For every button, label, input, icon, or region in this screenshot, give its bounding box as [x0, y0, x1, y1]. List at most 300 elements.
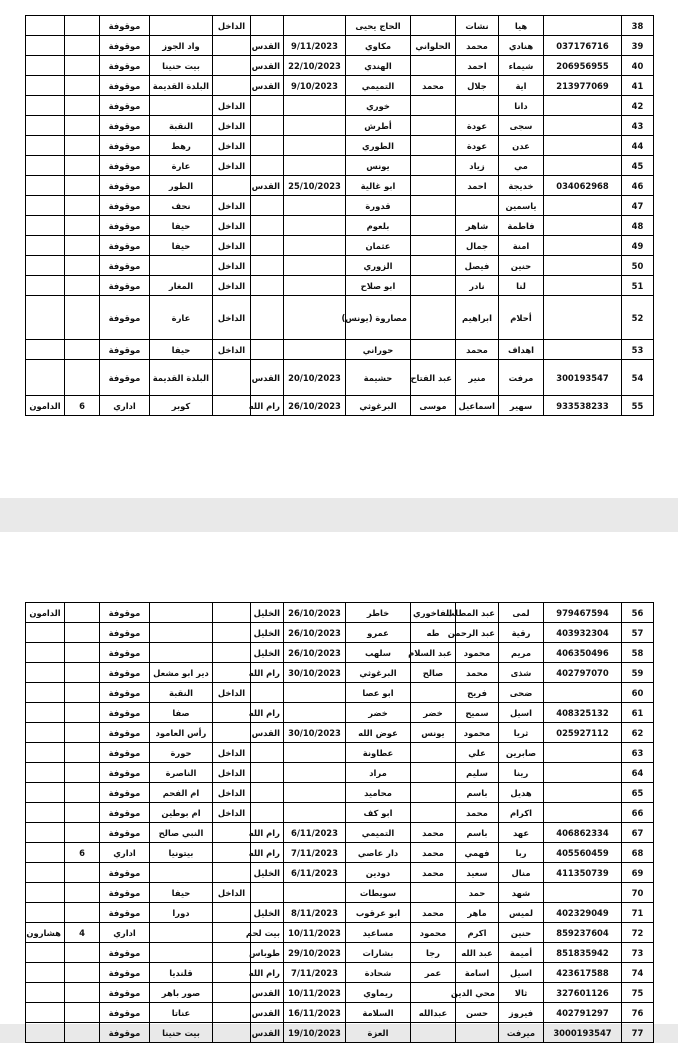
cell-place — [26, 96, 65, 116]
cell-date: 25/10/2023 — [284, 176, 346, 196]
cell-city — [251, 136, 284, 156]
cell-num: 72 — [622, 923, 654, 943]
cell-place — [26, 276, 65, 296]
cell-town: نحف — [150, 196, 213, 216]
cell-town — [150, 923, 213, 943]
cell-num: 42 — [622, 96, 654, 116]
cell-n — [65, 76, 100, 96]
cell-date: 26/10/2023 — [284, 603, 346, 623]
cell-city — [251, 803, 284, 823]
cell-n — [65, 963, 100, 983]
table-row — [26, 296, 654, 340]
cell-n — [65, 1003, 100, 1023]
cell-n — [65, 196, 100, 216]
cell-num: 67 — [622, 823, 654, 843]
cell-place — [26, 803, 65, 823]
cell-town — [150, 16, 213, 36]
cell-family: حوراني — [346, 340, 411, 360]
cell-town — [150, 863, 213, 883]
cell-place — [26, 296, 65, 340]
cell-date: 10/11/2023 — [284, 923, 346, 943]
cell-first: أحلام — [499, 296, 544, 340]
cell-father — [456, 196, 499, 216]
cell-n — [65, 723, 100, 743]
cell-first: سهير — [499, 396, 544, 416]
cell-id: 402797070 — [544, 663, 622, 683]
cell-grand: محمد — [411, 863, 456, 883]
cell-family: ابو غالية — [346, 176, 411, 196]
cell-grand — [411, 116, 456, 136]
cell-status: موقوفة — [100, 663, 150, 683]
cell-region — [213, 360, 251, 396]
table-row — [26, 883, 654, 903]
cell-region: الداخل — [213, 16, 251, 36]
cell-id — [544, 883, 622, 903]
cell-id — [544, 216, 622, 236]
cell-region — [213, 663, 251, 683]
cell-family: العزة — [346, 1023, 411, 1043]
cell-n: 6 — [65, 843, 100, 863]
table-row — [26, 663, 654, 683]
cell-date — [284, 236, 346, 256]
cell-town: صفا — [150, 703, 213, 723]
cell-status: اداري — [100, 396, 150, 416]
cell-num: 41 — [622, 76, 654, 96]
cell-city: القدس — [251, 983, 284, 1003]
cell-town: حيفا — [150, 236, 213, 256]
cell-father: اسماعيل — [456, 396, 499, 416]
cell-place — [26, 176, 65, 196]
cell-n — [65, 56, 100, 76]
cell-id — [544, 743, 622, 763]
table-row — [26, 723, 654, 743]
cell-place — [26, 216, 65, 236]
cell-grand — [411, 763, 456, 783]
cell-region: الداخل — [213, 276, 251, 296]
cell-n: 4 — [65, 923, 100, 943]
cell-grand: طه — [411, 623, 456, 643]
cell-num: 69 — [622, 863, 654, 883]
cell-status: موقوفة — [100, 903, 150, 923]
cell-id — [544, 16, 622, 36]
cell-place — [26, 983, 65, 1003]
cell-father: اسامة — [456, 963, 499, 983]
cell-num: 54 — [622, 360, 654, 396]
cell-status: موقوفة — [100, 943, 150, 963]
cell-city — [251, 116, 284, 136]
cell-first: اكرام — [499, 803, 544, 823]
cell-city — [251, 883, 284, 903]
cell-place — [26, 903, 65, 923]
table-row — [26, 360, 654, 396]
cell-n — [65, 156, 100, 176]
cell-first: رقية — [499, 623, 544, 643]
cell-grand: عبد السلام — [411, 643, 456, 663]
cell-region: الداخل — [213, 743, 251, 763]
table-row — [26, 603, 654, 623]
cell-first: حنين — [499, 256, 544, 276]
cell-num: 75 — [622, 983, 654, 1003]
cell-town — [150, 256, 213, 276]
cell-place: الدامون — [26, 603, 65, 623]
table-row — [26, 943, 654, 963]
table-row — [26, 340, 654, 360]
cell-city: القدس — [251, 1023, 284, 1043]
cell-city: الخليل — [251, 903, 284, 923]
cell-num: 62 — [622, 723, 654, 743]
cell-num: 39 — [622, 36, 654, 56]
cell-status: موقوفة — [100, 36, 150, 56]
cell-id — [544, 683, 622, 703]
cell-first: فاطمة — [499, 216, 544, 236]
cell-first: شهد — [499, 883, 544, 903]
cell-family: الزوري — [346, 256, 411, 276]
detainees-table-2 — [25, 602, 654, 1043]
cell-num: 48 — [622, 216, 654, 236]
cell-place — [26, 843, 65, 863]
cell-region — [213, 863, 251, 883]
cell-grand — [411, 1023, 456, 1043]
cell-grand: صالح — [411, 663, 456, 683]
cell-n — [65, 1023, 100, 1043]
cell-town: عارة — [150, 296, 213, 340]
cell-n: 6 — [65, 396, 100, 416]
table-row — [26, 863, 654, 883]
cell-town: النقبة — [150, 116, 213, 136]
detainees-table-1 — [25, 15, 654, 416]
cell-id: 327601126 — [544, 983, 622, 1003]
cell-status: موقوفة — [100, 1023, 150, 1043]
cell-father: محمد — [456, 663, 499, 683]
cell-num: 59 — [622, 663, 654, 683]
cell-date — [284, 96, 346, 116]
table-row — [26, 136, 654, 156]
cell-status: موقوفة — [100, 360, 150, 396]
cell-town: رهط — [150, 136, 213, 156]
cell-region — [213, 903, 251, 923]
cell-n — [65, 360, 100, 396]
cell-first: فيروز — [499, 1003, 544, 1023]
cell-city — [251, 296, 284, 340]
cell-town: ام الفحم — [150, 783, 213, 803]
cell-status: موقوفة — [100, 296, 150, 340]
cell-num: 43 — [622, 116, 654, 136]
cell-place — [26, 56, 65, 76]
cell-place — [26, 683, 65, 703]
cell-father: نشات — [456, 16, 499, 36]
cell-place — [26, 883, 65, 903]
cell-n — [65, 983, 100, 1003]
cell-num: 70 — [622, 883, 654, 903]
cell-n — [65, 623, 100, 643]
cell-n — [65, 863, 100, 883]
cell-id: 406350496 — [544, 643, 622, 663]
cell-date — [284, 883, 346, 903]
cell-status: موقوفة — [100, 196, 150, 216]
cell-id — [544, 803, 622, 823]
cell-family: ابو كف — [346, 803, 411, 823]
cell-num: 55 — [622, 396, 654, 416]
cell-status: موقوفة — [100, 863, 150, 883]
cell-id — [544, 156, 622, 176]
cell-family: بلعوم — [346, 216, 411, 236]
cell-father: فهمي — [456, 843, 499, 863]
cell-first: اية — [499, 76, 544, 96]
table-row — [26, 396, 654, 416]
cell-num: 47 — [622, 196, 654, 216]
cell-n — [65, 763, 100, 783]
cell-n — [65, 116, 100, 136]
cell-status: موقوفة — [100, 16, 150, 36]
cell-first: مي — [499, 156, 544, 176]
cell-grand — [411, 156, 456, 176]
cell-date: 6/11/2023 — [284, 823, 346, 843]
cell-region: الداخل — [213, 96, 251, 116]
cell-first: اهداف — [499, 340, 544, 360]
cell-date: 7/11/2023 — [284, 963, 346, 983]
cell-id — [544, 340, 622, 360]
cell-first: هديل — [499, 783, 544, 803]
cell-family: سلهب — [346, 643, 411, 663]
cell-n — [65, 683, 100, 703]
cell-region: الداخل — [213, 216, 251, 236]
cell-n — [65, 176, 100, 196]
cell-place — [26, 963, 65, 983]
cell-first: صابرين — [499, 743, 544, 763]
cell-num: 61 — [622, 703, 654, 723]
cell-town — [150, 603, 213, 623]
cell-city: بيت لحم — [251, 923, 284, 943]
cell-city: القدس — [251, 76, 284, 96]
cell-place — [26, 743, 65, 763]
cell-father: زياد — [456, 156, 499, 176]
cell-region: الداخل — [213, 296, 251, 340]
cell-status: موقوفة — [100, 823, 150, 843]
cell-grand: موسى — [411, 396, 456, 416]
cell-status: موقوفة — [100, 883, 150, 903]
cell-grand: محمد — [411, 823, 456, 843]
cell-family: مصاروة (يونس) — [346, 296, 411, 340]
cell-region — [213, 603, 251, 623]
cell-father — [456, 1023, 499, 1043]
cell-date: 9/10/2023 — [284, 76, 346, 96]
cell-first: أميمة — [499, 943, 544, 963]
cell-town — [150, 96, 213, 116]
cell-city: طوباس — [251, 943, 284, 963]
cell-father — [456, 96, 499, 116]
cell-date — [284, 763, 346, 783]
cell-n — [65, 603, 100, 623]
cell-place — [26, 863, 65, 883]
table-row — [26, 823, 654, 843]
cell-region — [213, 943, 251, 963]
cell-place — [26, 136, 65, 156]
cell-city: الخليل — [251, 623, 284, 643]
page-2 — [0, 532, 678, 1038]
cell-place — [26, 256, 65, 276]
cell-town: الطور — [150, 176, 213, 196]
cell-region — [213, 1003, 251, 1023]
cell-status: موقوفة — [100, 683, 150, 703]
cell-city — [251, 196, 284, 216]
cell-grand: خضر — [411, 703, 456, 723]
cell-family: أطرش — [346, 116, 411, 136]
cell-id: 213977069 — [544, 76, 622, 96]
cell-status: اداري — [100, 923, 150, 943]
table-row — [26, 763, 654, 783]
cell-place — [26, 623, 65, 643]
cell-status: موقوفة — [100, 96, 150, 116]
cell-status: موقوفة — [100, 236, 150, 256]
cell-family: البرغوثي — [346, 396, 411, 416]
cell-id — [544, 236, 622, 256]
cell-town: رأس العامود — [150, 723, 213, 743]
cell-town: المغار — [150, 276, 213, 296]
cell-id — [544, 116, 622, 136]
cell-date: 7/11/2023 — [284, 843, 346, 863]
cell-town — [150, 623, 213, 643]
cell-place — [26, 723, 65, 743]
cell-date: 20/10/2023 — [284, 360, 346, 396]
cell-father: باسم — [456, 783, 499, 803]
cell-status: موقوفة — [100, 723, 150, 743]
cell-id — [544, 196, 622, 216]
cell-n — [65, 823, 100, 843]
cell-id — [544, 783, 622, 803]
cell-region — [213, 623, 251, 643]
cell-grand: عمر — [411, 963, 456, 983]
cell-father: فريح — [456, 683, 499, 703]
table-row — [26, 903, 654, 923]
cell-grand: رجا — [411, 943, 456, 963]
cell-city: الخليل — [251, 863, 284, 883]
cell-date — [284, 296, 346, 340]
cell-city: رام الله — [251, 396, 284, 416]
cell-family: عمرو — [346, 623, 411, 643]
cell-status: موقوفة — [100, 256, 150, 276]
cell-first: ياسمين — [499, 196, 544, 216]
table-row — [26, 963, 654, 983]
cell-date: 29/10/2023 — [284, 943, 346, 963]
cell-num: 57 — [622, 623, 654, 643]
cell-family: بشارات — [346, 943, 411, 963]
cell-city — [251, 96, 284, 116]
cell-first: ثالا — [499, 983, 544, 1003]
cell-grand: محمد — [411, 843, 456, 863]
cell-status: موقوفة — [100, 643, 150, 663]
cell-id: 423617588 — [544, 963, 622, 983]
cell-place — [26, 36, 65, 56]
cell-family: سويطات — [346, 883, 411, 903]
cell-city — [251, 16, 284, 36]
cell-family: دودين — [346, 863, 411, 883]
cell-grand — [411, 196, 456, 216]
cell-status: اداري — [100, 843, 150, 863]
cell-town: عناتا — [150, 1003, 213, 1023]
cell-father: احمد — [456, 56, 499, 76]
cell-first: حنين — [499, 923, 544, 943]
cell-status: موقوفة — [100, 116, 150, 136]
cell-date — [284, 216, 346, 236]
cell-father: شاهر — [456, 216, 499, 236]
cell-region: الداخل — [213, 116, 251, 136]
cell-town: حورة — [150, 743, 213, 763]
cell-region — [213, 1023, 251, 1043]
cell-n — [65, 703, 100, 723]
cell-n — [65, 643, 100, 663]
cell-region — [213, 823, 251, 843]
cell-first: رينا — [499, 763, 544, 783]
cell-date — [284, 116, 346, 136]
table-row — [26, 196, 654, 216]
table-row — [26, 96, 654, 116]
cell-num: 74 — [622, 963, 654, 983]
cell-n — [65, 943, 100, 963]
cell-grand — [411, 256, 456, 276]
table-row — [26, 56, 654, 76]
page-1 — [0, 0, 678, 498]
cell-family: دار عاصي — [346, 843, 411, 863]
cell-region: الداخل — [213, 883, 251, 903]
cell-family: خاطر — [346, 603, 411, 623]
cell-grand — [411, 176, 456, 196]
cell-n — [65, 136, 100, 156]
cell-status: موقوفة — [100, 1003, 150, 1023]
cell-id: 034062968 — [544, 176, 622, 196]
cell-family: السلامة — [346, 1003, 411, 1023]
cell-num: 46 — [622, 176, 654, 196]
cell-family: التميمي — [346, 76, 411, 96]
cell-status: موقوفة — [100, 603, 150, 623]
cell-grand — [411, 276, 456, 296]
cell-id: 859237604 — [544, 923, 622, 943]
cell-place — [26, 16, 65, 36]
cell-first: لنا — [499, 276, 544, 296]
table-row — [26, 76, 654, 96]
cell-place — [26, 823, 65, 843]
cell-city: الخليل — [251, 603, 284, 623]
cell-num: 65 — [622, 783, 654, 803]
table-row — [26, 683, 654, 703]
cell-father: محمد — [456, 340, 499, 360]
cell-num: 50 — [622, 256, 654, 276]
table-row — [26, 276, 654, 296]
cell-town: بيت حنينا — [150, 1023, 213, 1043]
cell-region: الداخل — [213, 136, 251, 156]
table-row — [26, 16, 654, 36]
table-row — [26, 1023, 654, 1043]
cell-status: موقوفة — [100, 763, 150, 783]
cell-n — [65, 16, 100, 36]
table-row — [26, 983, 654, 1003]
cell-num: 77 — [622, 1023, 654, 1043]
cell-region: الداخل — [213, 196, 251, 216]
cell-father: منير — [456, 360, 499, 396]
cell-grand — [411, 16, 456, 36]
table-row — [26, 216, 654, 236]
cell-family: عثمان — [346, 236, 411, 256]
cell-place — [26, 1023, 65, 1043]
cell-date — [284, 136, 346, 156]
cell-grand — [411, 96, 456, 116]
cell-father: عبد الرحمن — [456, 623, 499, 643]
cell-first: ربا — [499, 843, 544, 863]
cell-father: علي — [456, 743, 499, 763]
table-row — [26, 116, 654, 136]
cell-n — [65, 883, 100, 903]
cell-n — [65, 36, 100, 56]
cell-status: موقوفة — [100, 156, 150, 176]
